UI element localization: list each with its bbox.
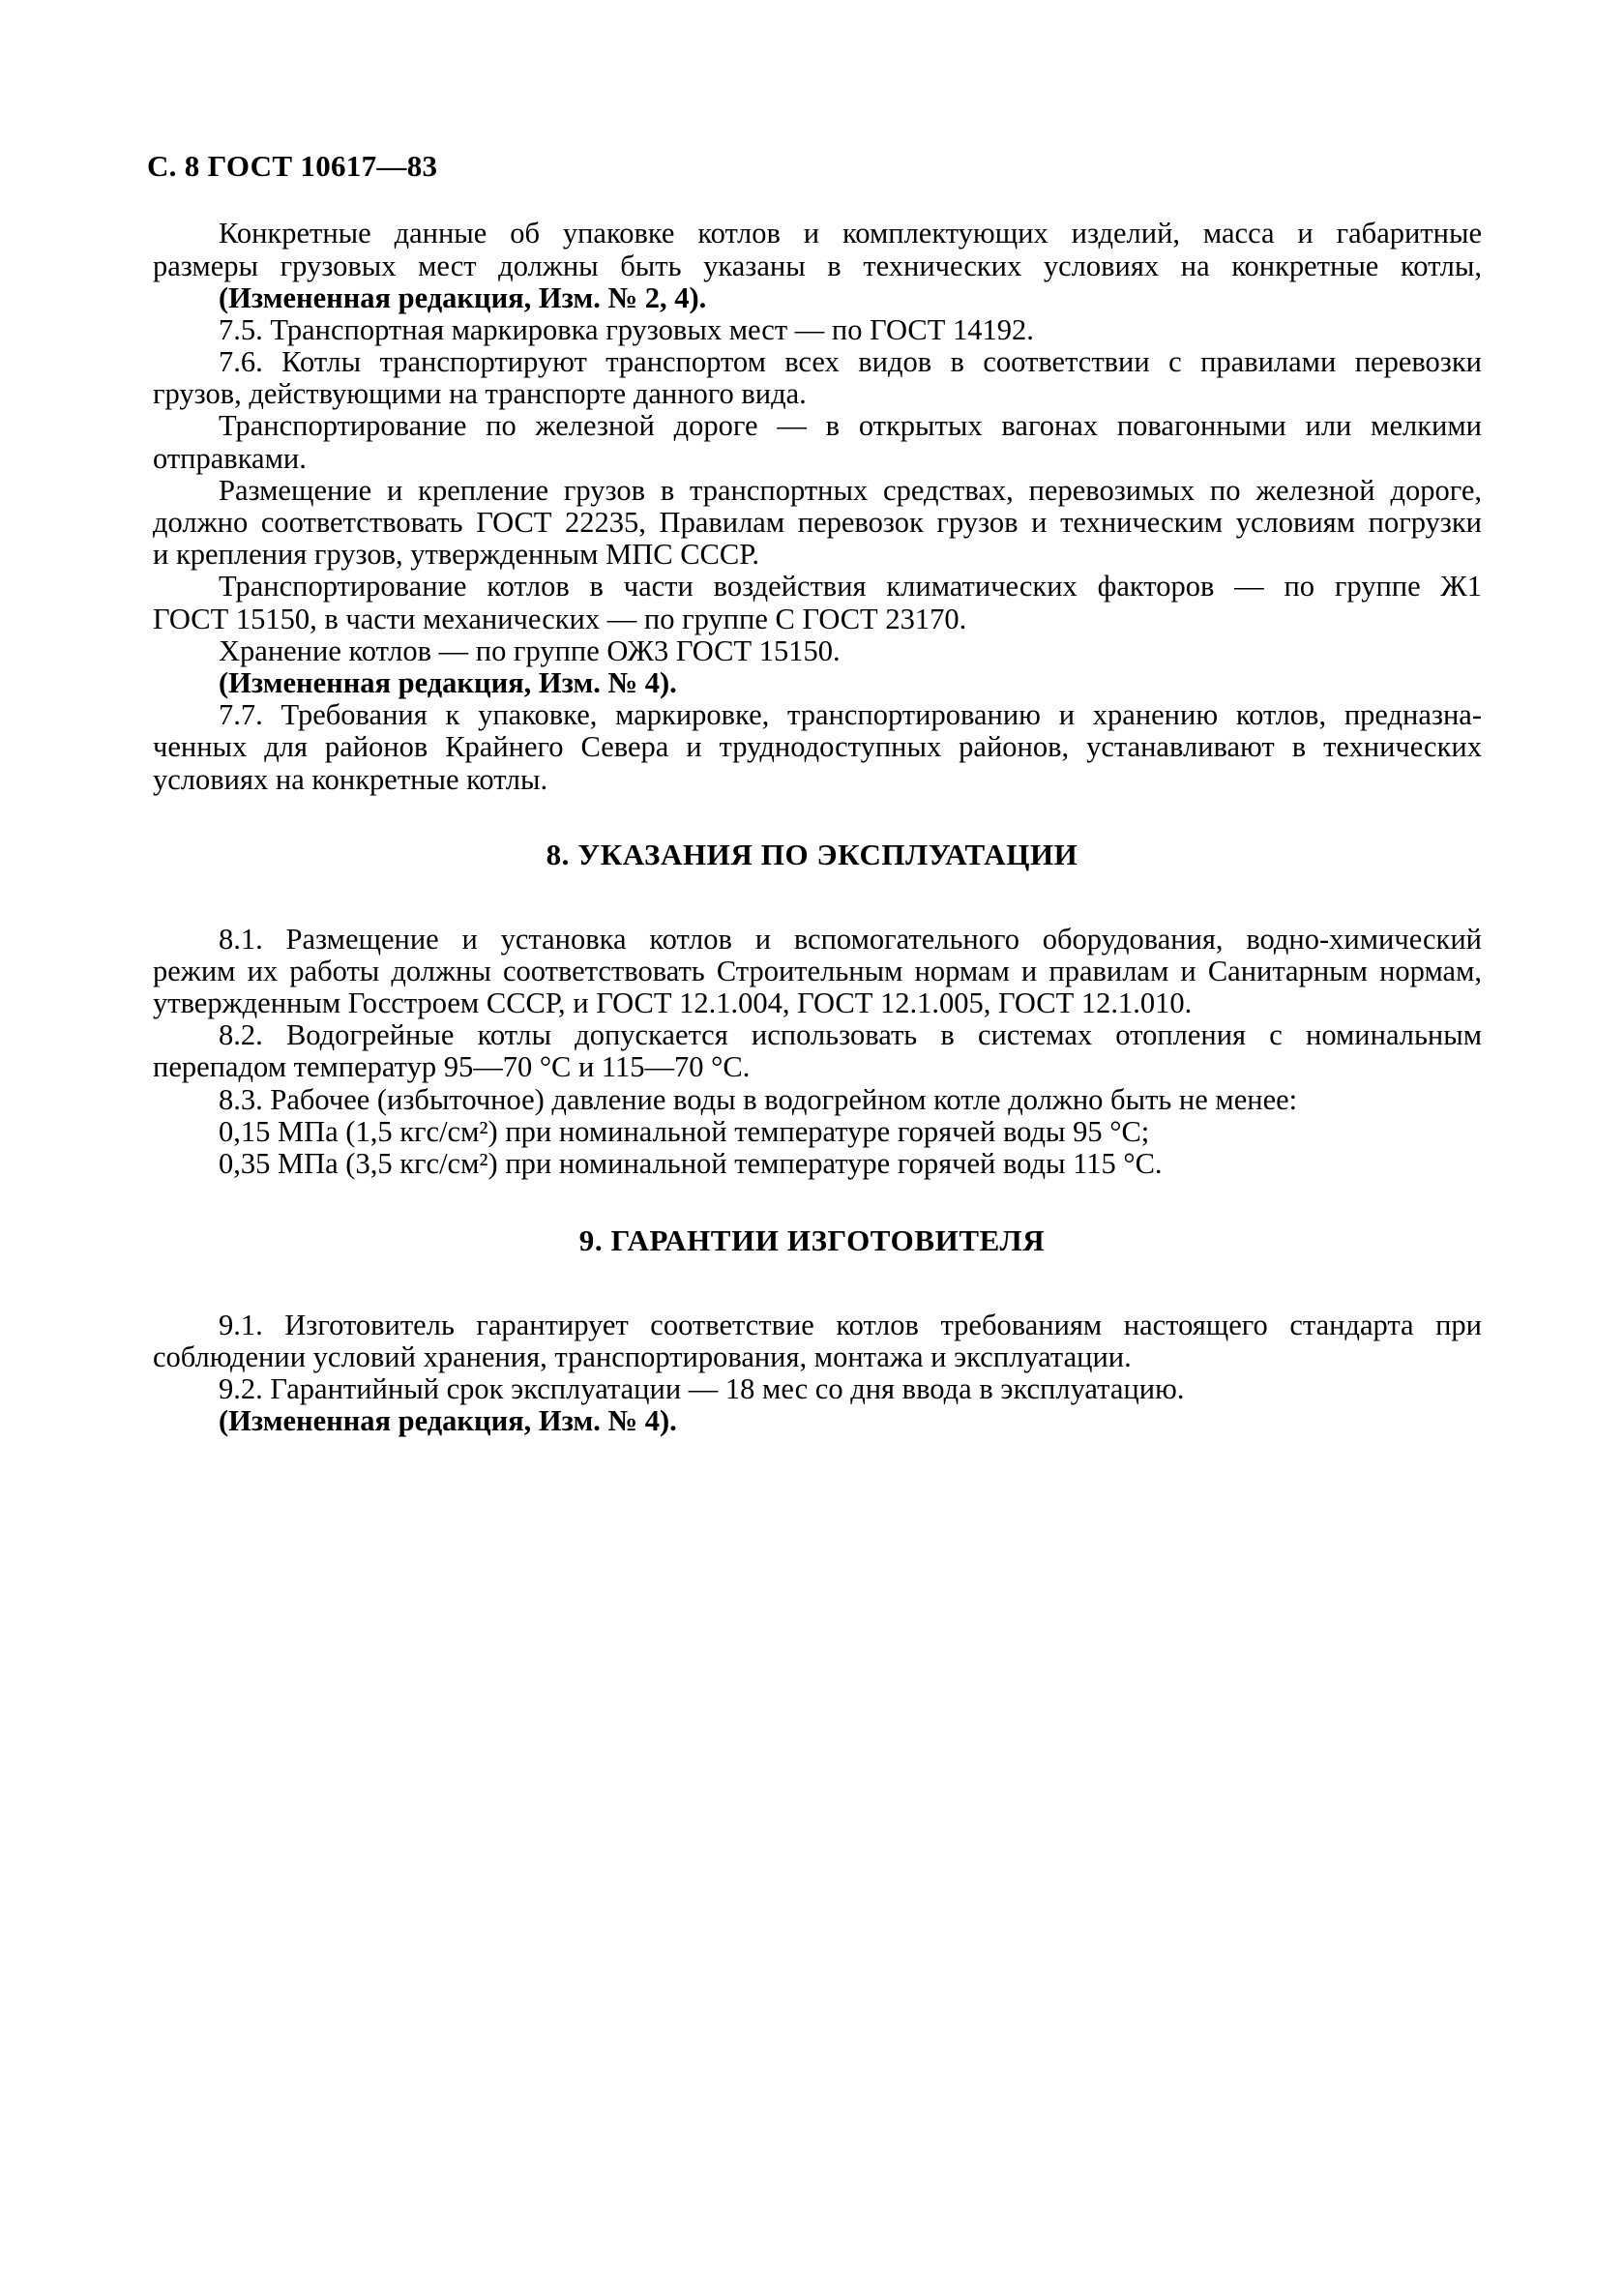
paragraph-line: Конкретные данные об упаковке котлов и комплектующих изделий, масса и габаритные <box>219 217 1482 250</box>
clause-8-1: 8.1. Размещение и установка котлов и вспомогательного оборудования, водно-химический <box>219 923 1482 956</box>
clause-8-3: 8.3. Рабочее (избыточное) давление воды в водогрейном котле должно быть не менее: <box>219 1083 1298 1116</box>
clause-8-2: 8.2. Водогрейные котлы допускается использовать в системах отопления с номинальным <box>219 1018 1482 1051</box>
amendment-note: (Измененная редакция, Изм. № 4). <box>219 666 677 699</box>
paragraph-line: Хранение котлов — по группе ОЖ3 ГОСТ 15150. <box>219 634 841 667</box>
clause-9-1: 9.1. Изготовитель гарантирует соответствие котлов требованиям настоящего стандарта при <box>219 1309 1482 1341</box>
page-header: С. 8 ГОСТ 10617—83 <box>147 149 438 183</box>
paragraph-line: ГОСТ 15150, в части механических — по группе С ГОСТ 23170. <box>153 603 967 635</box>
paragraph-line: и крепления грузов, утвержденным МПС СССР. <box>153 538 760 571</box>
paragraph-line: режим их работы должны соответствовать Строительным нормам и правилам и Санитарным нормам, <box>153 955 1482 987</box>
paragraph-line: Размещение и крепление грузов в транспортных средствах, перевозимых по железной дороге, <box>219 474 1482 507</box>
paragraph-line: грузов, действующими на транспорте данного вида. <box>153 377 807 410</box>
paragraph-line: ченных для районов Крайнего Севера и труднодоступных районов, устанавливают в технических <box>153 730 1482 763</box>
paragraph-line: Транспортирование по железной дороге — в открытых вагонах повагонными или мелкими <box>219 409 1482 442</box>
paragraph-line: соблюдении условий хранения, транспортирования, монтажа и эксплуатации. <box>153 1340 1132 1373</box>
paragraph-line: Транспортирование котлов в части воздействия климатических факторов — по группе Ж1 <box>219 570 1482 603</box>
paragraph-line: должно соответствовать ГОСТ 22235, Правилам перевозок грузов и техническим условиям погрузки <box>153 506 1482 539</box>
clause-7-5: 7.5. Транспортная маркировка грузовых мест — по ГОСТ 14192. <box>219 313 1034 346</box>
clause-7-6: 7.6. Котлы транспортируют транспортом всех видов в соответствии с правилами перевозки <box>219 345 1482 378</box>
paragraph-line: 0,15 МПа (1,5 кгс/см²) при номинальной температуре горячей воды 95 °С; <box>219 1115 1150 1148</box>
paragraph-line: 0,35 МПа (3,5 кгс/см²) при номинальной температуре горячей воды 115 °С. <box>219 1147 1163 1180</box>
section-heading-8: 8. УКАЗАНИЯ ПО ЭКСПЛУАТАЦИИ <box>546 838 1078 871</box>
clause-9-2: 9.2. Гарантийный срок эксплуатации — 18 мес со дня ввода в эксплуатацию. <box>219 1372 1185 1405</box>
amendment-note: (Измененная редакция, Изм. № 2, 4). <box>219 281 707 314</box>
paragraph-line: отправками. <box>153 442 307 475</box>
paragraph-line: перепадом температур 95—70 °С и 115—70 °С. <box>153 1050 751 1083</box>
amendment-note: (Измененная редакция, Изм. № 4). <box>219 1404 677 1437</box>
clause-7-7: 7.7. Требования к упаковке, маркировке, транспортированию и хранению котлов, предназна- <box>219 698 1482 731</box>
paragraph-line: утвержденным Госстроем СССР, и ГОСТ 12.1.004, ГОСТ 12.1.005, ГОСТ 12.1.010. <box>153 986 1193 1019</box>
section-heading-9: 9. ГАРАНТИИ ИЗГОТОВИТЕЛЯ <box>578 1223 1046 1257</box>
paragraph-line: размеры грузовых мест должны быть указаны в технических условиях на конкретные котлы, <box>153 250 1482 282</box>
paragraph-line: условиях на конкретные котлы. <box>153 763 548 796</box>
